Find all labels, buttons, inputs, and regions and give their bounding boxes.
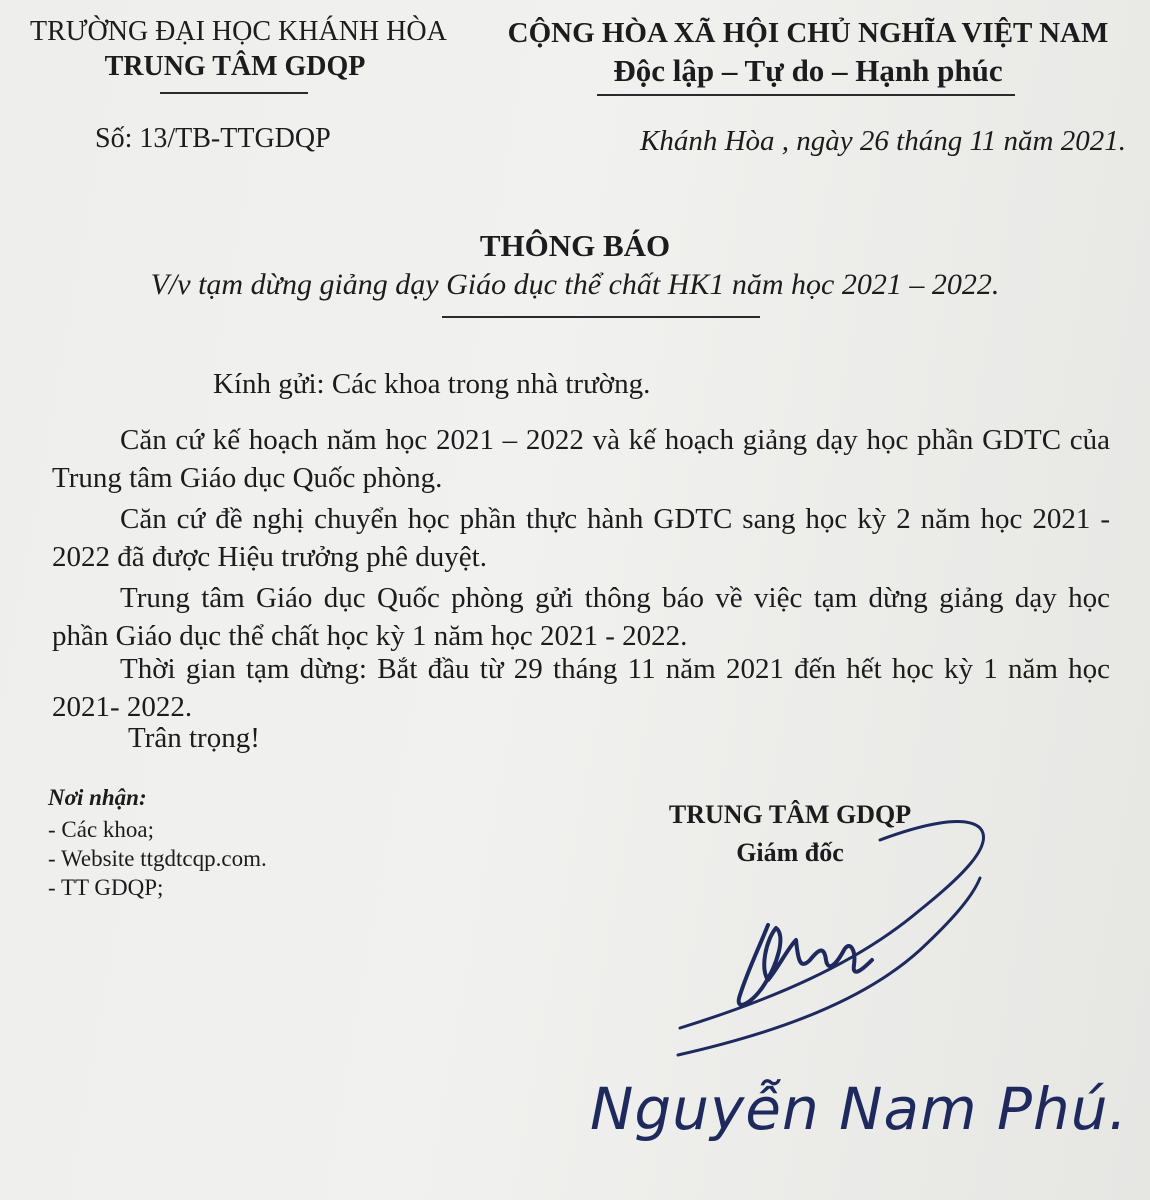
recipients-title: Nơi nhận: xyxy=(48,785,147,810)
closing-text: Trân trọng! xyxy=(128,722,260,754)
notice-title: THÔNG BÁO xyxy=(479,228,671,263)
motto-underline xyxy=(597,94,1015,96)
subject-underline xyxy=(442,316,760,318)
national-motto: Độc lập – Tự do – Hạnh phúc xyxy=(613,53,1003,88)
unit-name: TRUNG TÂM GDQP xyxy=(104,51,366,82)
recipient-item: - Website ttgdtcqp.com. xyxy=(48,846,267,871)
body-paragraph-1: Căn cứ kế hoạch năm học 2021 – 2022 và kế hoạch giảng dạy học phần GDTC của Trung tâm Giáo dục Quốc phòng. xyxy=(52,424,1110,494)
body-paragraph-2: Căn cứ đề nghị chuyển học phần thực hành GDTC sang học kỳ 2 năm học 2021 - 2022 đã được Hiệu trưởng phê duyệt. xyxy=(52,503,1110,573)
recipient-item: - TT GDQP; xyxy=(48,875,164,900)
body-paragraph-4: Thời gian tạm dừng: Bắt đầu từ 29 tháng 11 năm 2021 đến hết học kỳ 1 năm học 2021- 2022. xyxy=(52,653,1110,723)
signing-organization: TRUNG TÂM GDQP xyxy=(668,800,912,829)
unit-underline xyxy=(160,92,308,94)
place-date: Khánh Hòa , ngày 26 tháng 11 năm 2021. xyxy=(640,125,1127,157)
salutation: Kính gửi: Các khoa trong nhà trường. xyxy=(213,368,651,400)
recipient-item: - Các khoa; xyxy=(48,817,155,842)
organization-name: TRƯỜNG ĐẠI HỌC KHÁNH HÒA xyxy=(30,16,447,47)
document-number: Số: 13/TB-TTGDQP xyxy=(95,123,331,154)
handwritten-signature xyxy=(600,800,1020,1070)
notice-subject: V/v tạm dừng giảng dạy Giáo dục thể chất HK1 năm học 2021 – 2022. xyxy=(150,268,1000,301)
nation-header: CỘNG HÒA XÃ HỘI CHỦ NGHĨA VIỆT NAM xyxy=(507,17,1109,49)
body-paragraph-3: Trung tâm Giáo dục Quốc phòng gửi thông báo về việc tạm dừng giảng dạy học phần Giáo dục thể chất học kỳ 1 năm học 2021 - 2022. xyxy=(52,582,1110,652)
signing-role: Giám đốc xyxy=(736,838,844,867)
signer-name: Nguyễn Nam Phú. xyxy=(590,1075,1128,1143)
